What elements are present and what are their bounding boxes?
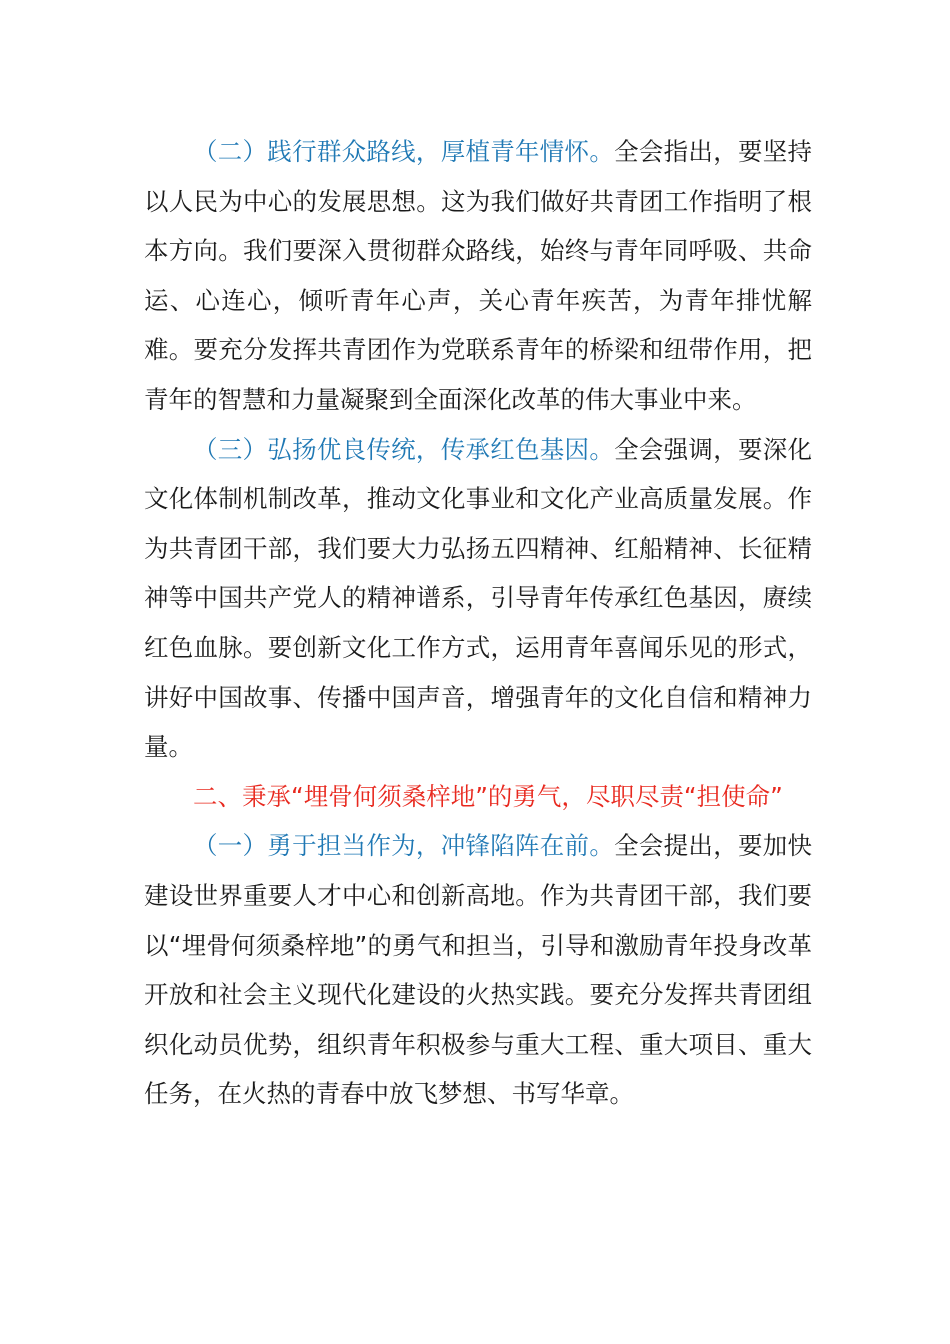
paragraph-practice-mass-line <box>144 127 812 425</box>
section-lead-1: （一）勇于担当作为，冲锋陷阵在前。 <box>193 831 615 861</box>
document-body <box>144 127 812 1119</box>
section-lead-2: （二）践行群众路线，厚植青年情怀。 <box>193 137 615 166</box>
section-heading-two: 二、秉承“埋骨何须桑梓地”的勇气，尽职尽责“担使命” <box>193 781 783 811</box>
paragraph-carry-forward-tradition <box>144 425 812 772</box>
section-body-3: 全会强调，要深化文化体制机制改革，推动文化事业和文化产业高质量发展。作为共青团干部，我们要大力弘扬五四精神、红船精神、长征精神等中国共产党人的精神谱系，引导青年传承红色基因，赓续红色血脉。要创新文化工作方式，运用青年喜闻乐见的形式，讲好中国故事、传播中国声音，增强青年的文化自信和精神力量。 <box>144 434 813 762</box>
paragraph-take-responsibility <box>144 821 812 1119</box>
section-lead-3: （三）弘扬优良传统，传承红色基因。 <box>193 434 615 464</box>
section-body-1: 全会提出，要加快建设世界重要人才中心和创新高地。作为共青团干部，我们要以“埋骨何须桑梓地”的勇气和担当，引导和激励青年投身改革开放和社会主义现代化建设的火热实践。要充分发挥共青团组织化动员优势，组织青年积极参与重大工程、重大项目、重大任务，在火热的青春中放飞梦想、书写华章。 <box>144 831 813 1109</box>
section-body-2: 全会指出，要坚持以人民为中心的发展思想。这为我们做好共青团工作指明了根本方向。我们要深入贯彻群众路线，始终与青年同呼吸、共命运、心连心，倾听青年心声，关心青年疾苦，为青年排忧解难。要充分发挥共青团作为党联系青年的桥梁和纽带作用，把青年的智慧和力量凝聚到全面深化改革的伟大事业中来。 <box>144 137 813 414</box>
